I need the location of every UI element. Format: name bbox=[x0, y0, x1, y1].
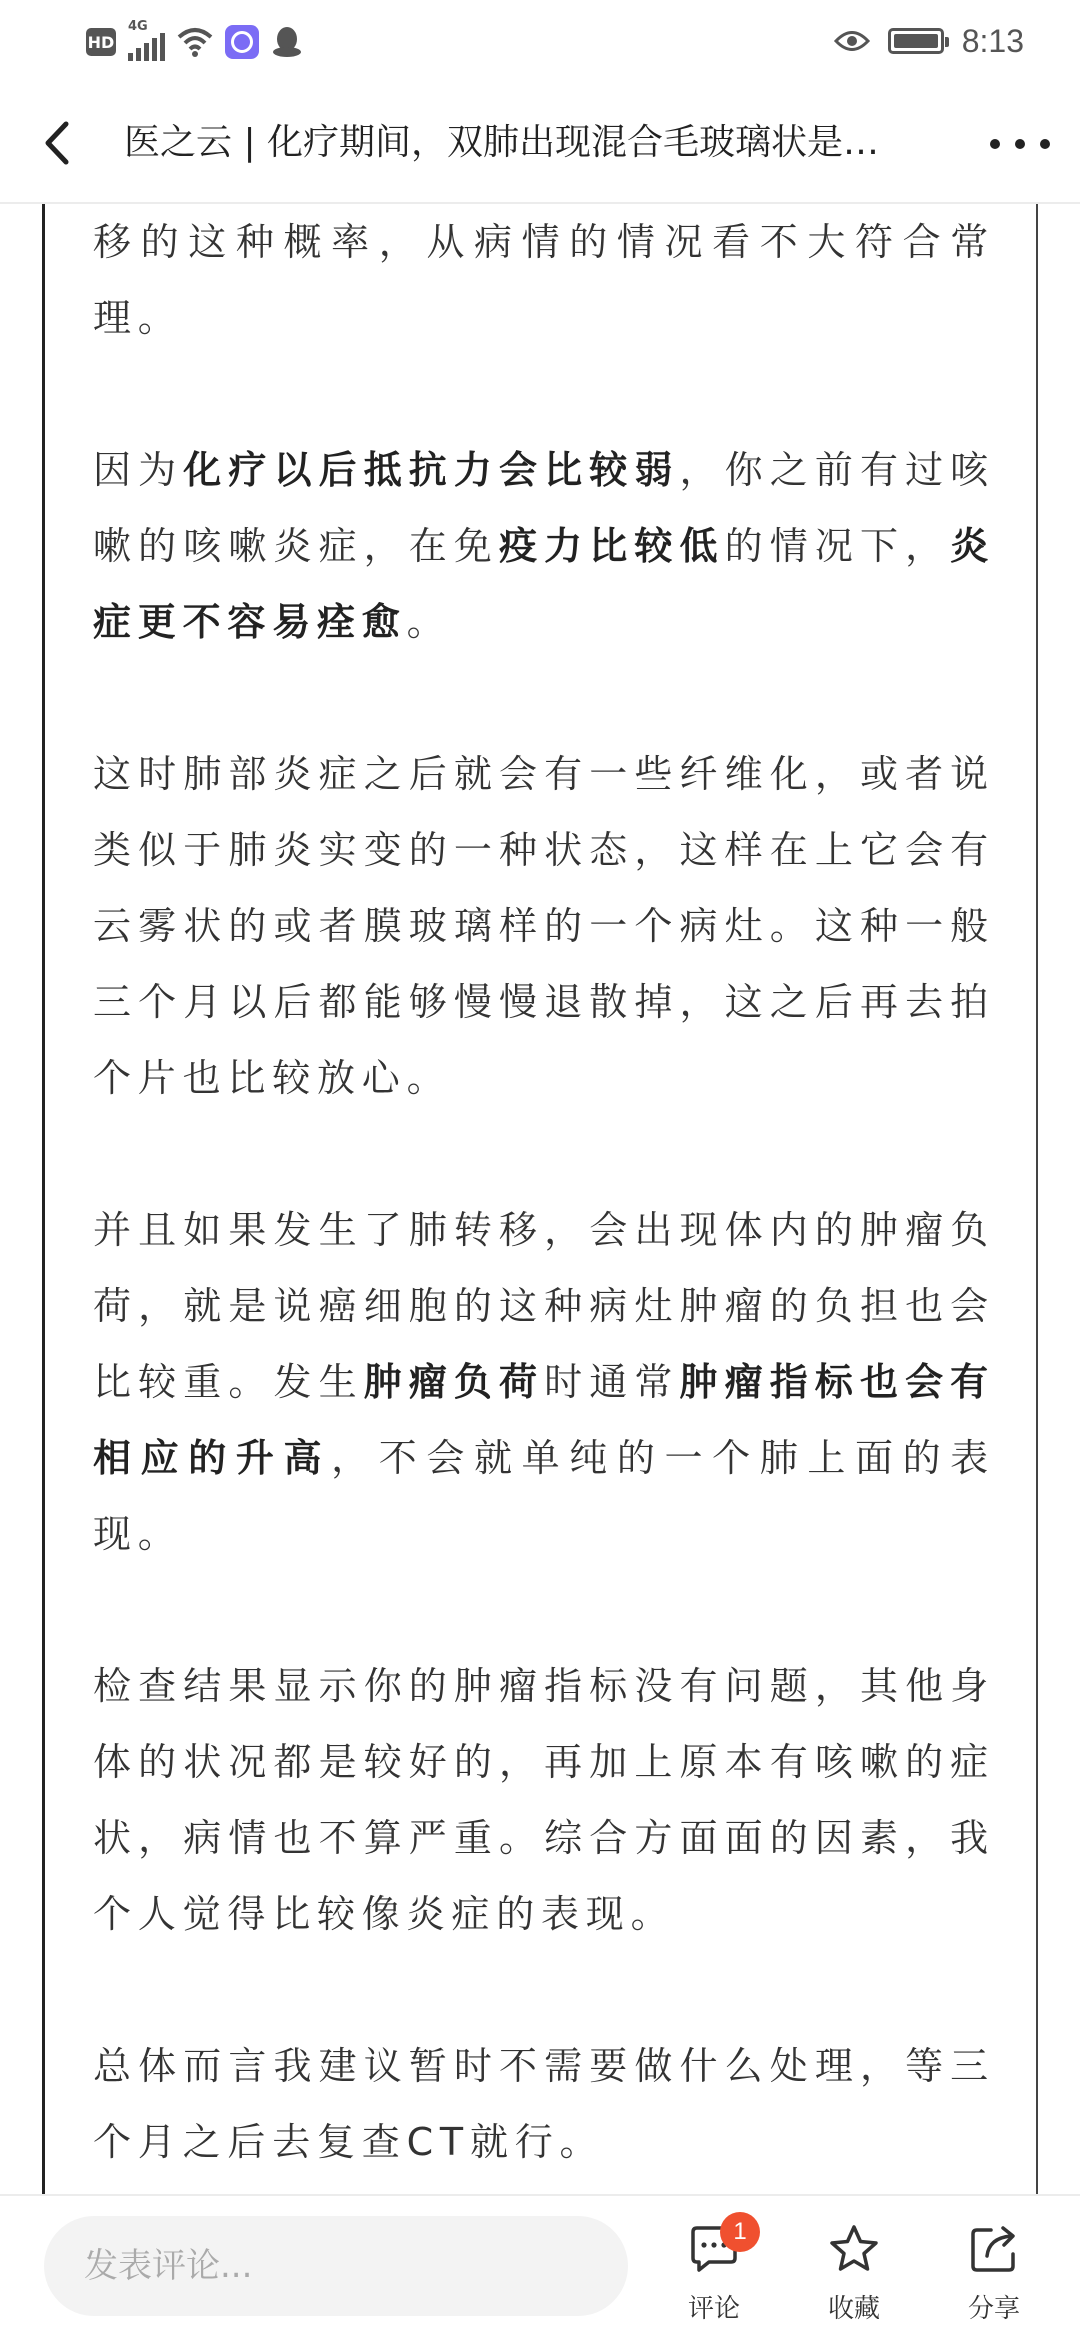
network-type-label: 4G bbox=[128, 19, 148, 34]
favorite-button[interactable] bbox=[804, 2222, 904, 2325]
article-paragraph bbox=[93, 1192, 995, 1572]
article-body bbox=[93, 204, 995, 2194]
share-button[interactable] bbox=[944, 2222, 1044, 2325]
status-left bbox=[86, 19, 303, 62]
clock: 8:13 bbox=[961, 22, 1024, 59]
app-icon bbox=[225, 25, 259, 59]
bold-text: 疫力比较低 bbox=[499, 524, 725, 568]
page-title: 医之云 | 化疗期间，双肺出现混合毛玻璃状是… bbox=[124, 122, 880, 163]
hd-icon bbox=[86, 28, 116, 56]
more-icon[interactable] bbox=[990, 132, 1050, 156]
eye-icon bbox=[834, 28, 870, 54]
share-label: 分享 bbox=[967, 2294, 1020, 2324]
comment-label: 评论 bbox=[687, 2294, 740, 2324]
text-segment: 的情况下， bbox=[724, 524, 951, 568]
wifi-icon bbox=[177, 27, 213, 57]
text-segment: 这时肺部炎症之后就会有一些纤维化，或者说类似于肺炎实变的一种状态，这样在上它会有云雾状的或者膜玻璃样的一个病灶。这种一般三个月以后都能够慢慢退散掉，这之后再去拍个片也比较放心。 bbox=[93, 752, 995, 1100]
text-segment: 检查结果显示你的肿瘤指标没有问题，其他身体的状况都是较好的，再加上原本有咳嗽的症状，病情也不算严重。综合方面面的因素，我个人觉得比较像炎症的表现。 bbox=[93, 1664, 995, 1936]
status-right bbox=[834, 18, 1024, 64]
text-segment: 总体而言我建议暂时不需要做什么处理，等三个月之后去复查CT就行。 bbox=[93, 2044, 995, 2164]
article-paragraph bbox=[93, 2028, 995, 2180]
hd-label: HD bbox=[87, 32, 115, 52]
comment-count-badge: 1 bbox=[720, 2212, 760, 2252]
text-segment: 时通常 bbox=[544, 1360, 680, 1404]
signal-icon bbox=[128, 19, 165, 61]
favorite-label: 收藏 bbox=[827, 2294, 880, 2324]
article-paragraph bbox=[93, 204, 995, 356]
content-border-right bbox=[1036, 204, 1038, 2194]
content-border-left bbox=[42, 204, 45, 2194]
article-paragraph bbox=[93, 1648, 995, 1952]
star-icon bbox=[827, 2222, 881, 2276]
text-segment: 并且如果发生了肺转移，会出现体内的肿瘤负荷，就是说癌细胞的这种病灶肿瘤的负担也会比较重。发生 bbox=[93, 1208, 995, 1404]
bold-text: 化疗以后抵抗力会比较弱 bbox=[183, 448, 680, 492]
text-segment: ，不会就单纯的一个肺上面的表现。 bbox=[93, 1436, 995, 1556]
share-icon bbox=[967, 2222, 1021, 2276]
battery-icon bbox=[888, 28, 944, 54]
bold-text: 炎症更不容易痊愈 bbox=[93, 524, 995, 644]
bold-text: 肿瘤负荷 bbox=[363, 1360, 545, 1404]
article-scroll-area[interactable] bbox=[0, 204, 1080, 2194]
status-bar bbox=[0, 0, 1080, 84]
text-segment: 移的这种概率，从病情的情况看不大符合常理。 bbox=[93, 220, 995, 340]
text-segment: 因为 bbox=[93, 448, 184, 492]
comment-input[interactable] bbox=[44, 2216, 628, 2316]
article-paragraph bbox=[93, 736, 995, 1116]
text-segment: ，你之前有过咳嗽的咳嗽炎症，在免 bbox=[93, 448, 995, 568]
back-icon[interactable] bbox=[36, 116, 84, 170]
bottom-action-bar bbox=[0, 2194, 1080, 2342]
text-segment: 。 bbox=[406, 600, 452, 644]
qq-icon bbox=[271, 25, 303, 59]
bold-text: 肿瘤指标也会有相应的升高 bbox=[93, 1360, 995, 1480]
top-nav-bar bbox=[0, 84, 1080, 204]
comment-button[interactable] bbox=[664, 2218, 764, 2325]
article-paragraph bbox=[93, 432, 995, 660]
